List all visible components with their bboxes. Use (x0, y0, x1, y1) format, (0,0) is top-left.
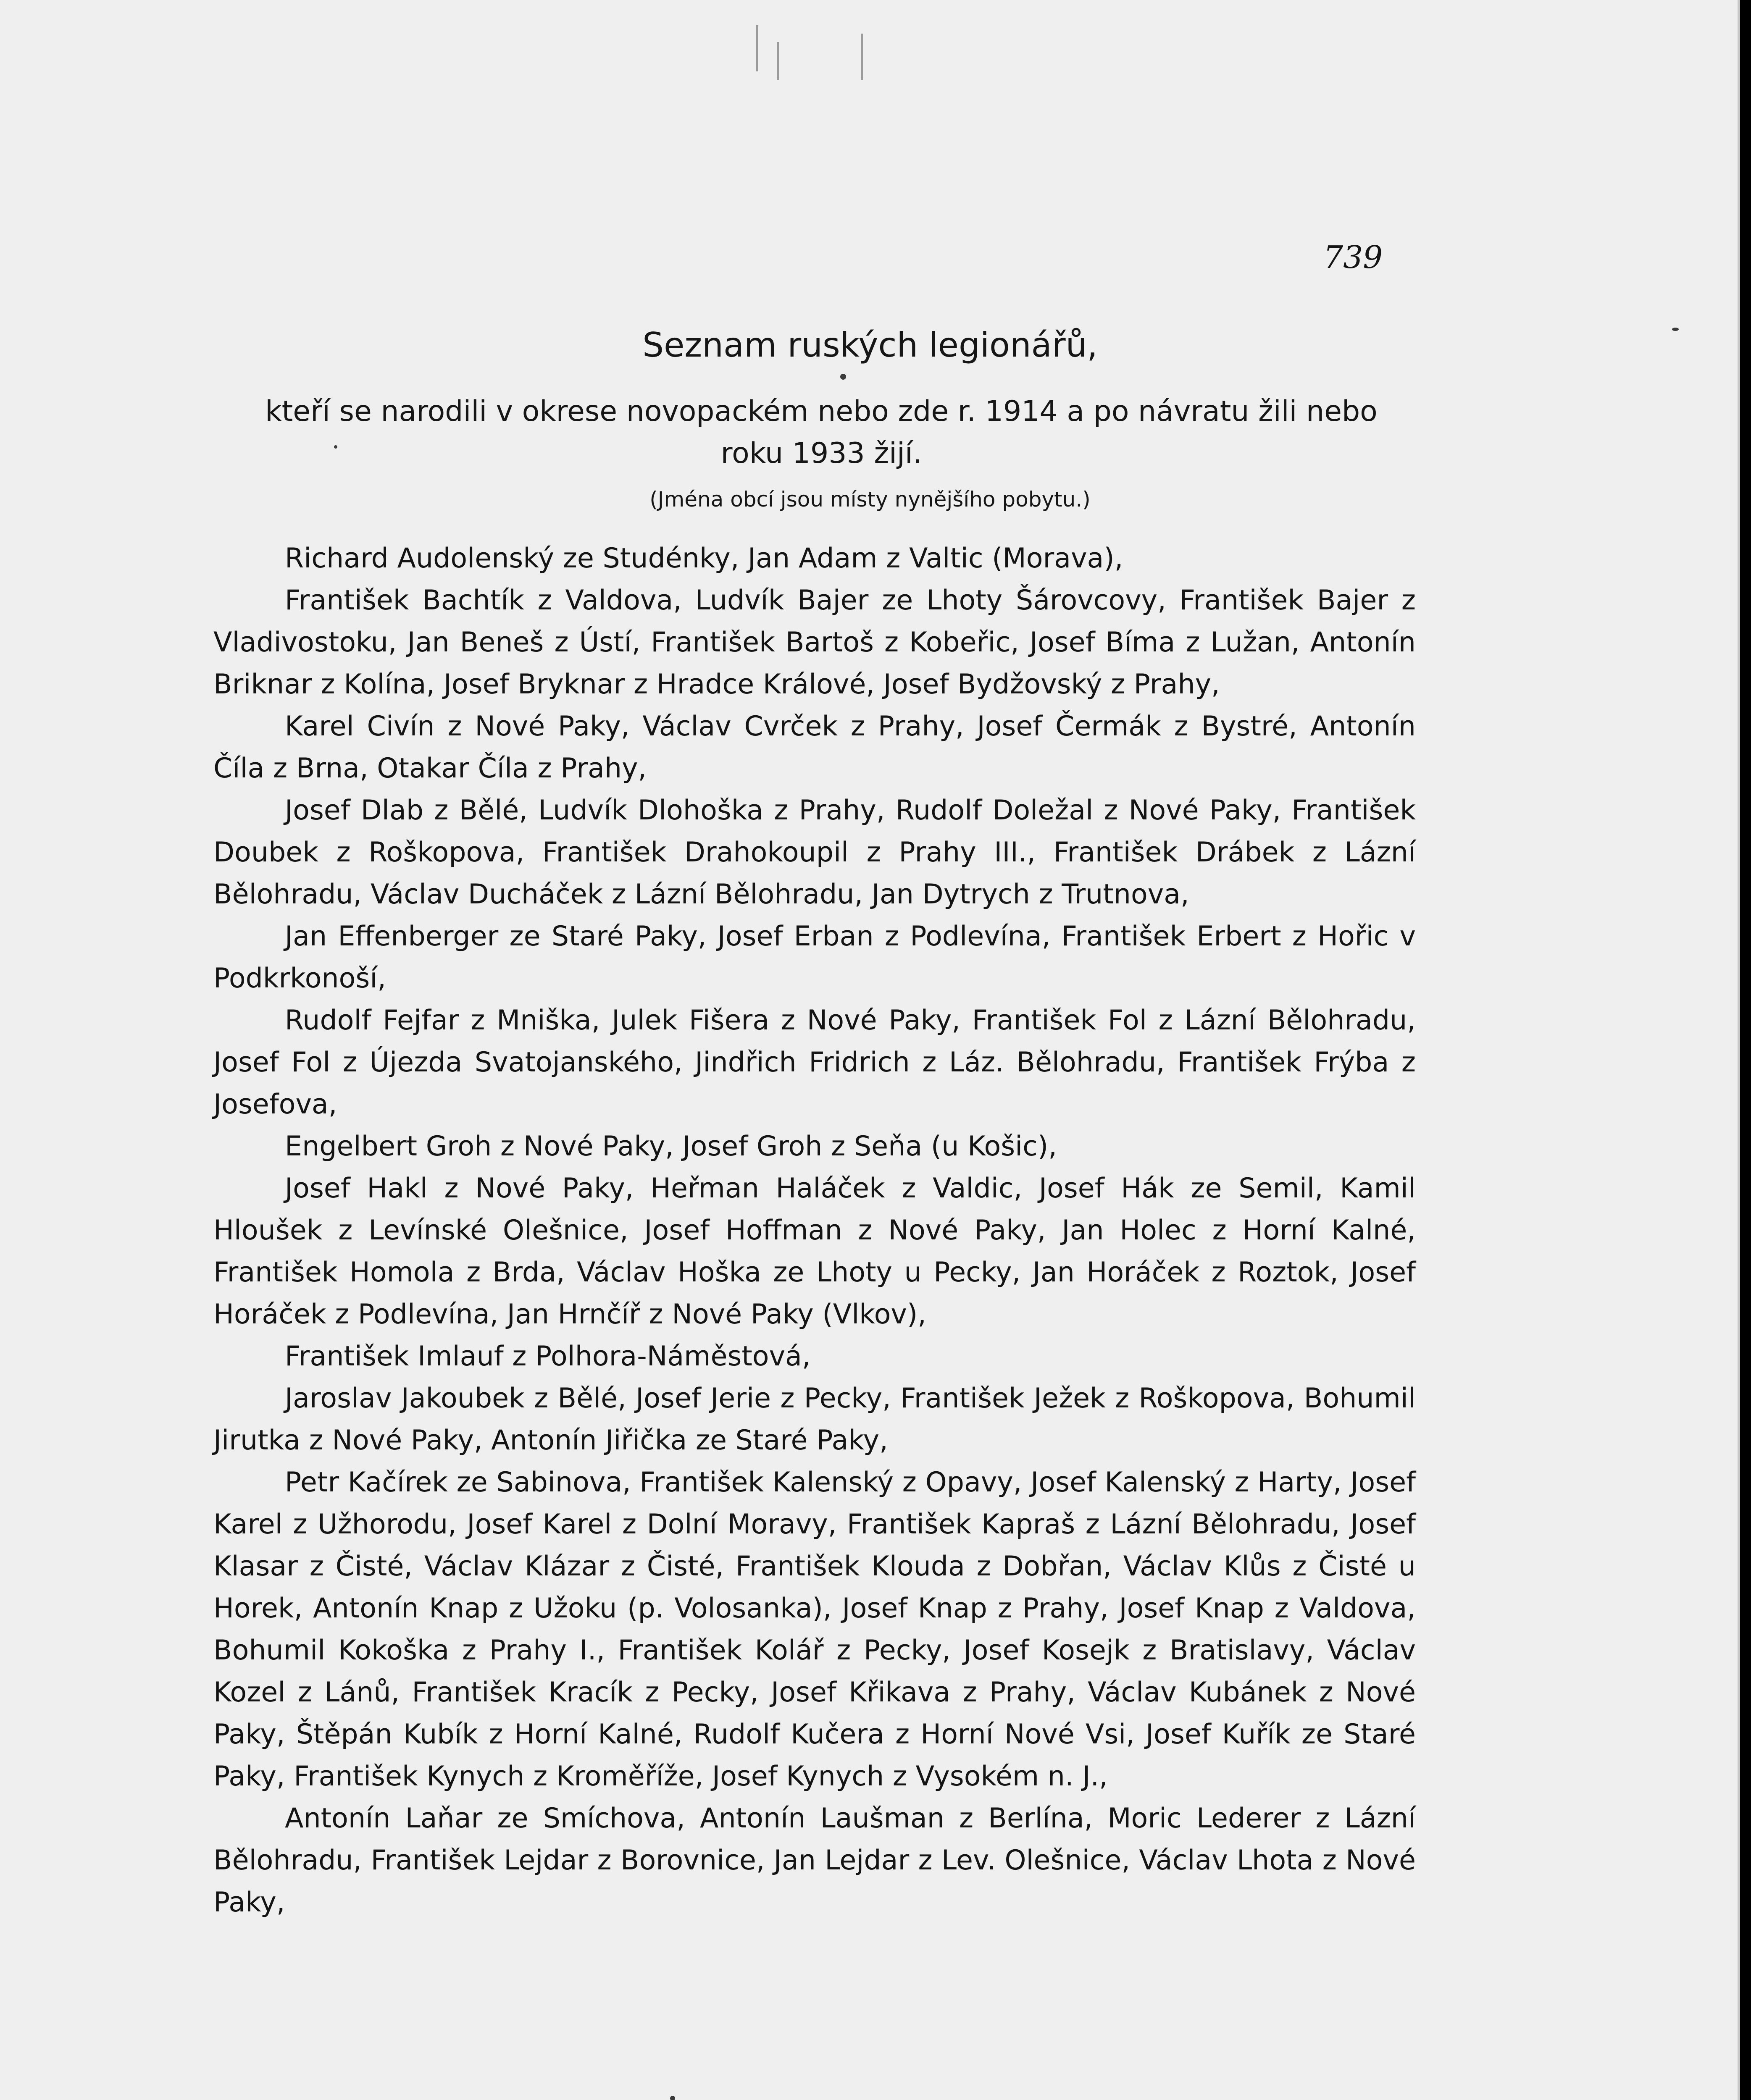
list-paragraph-e: Jan Effenberger ze Staré Paky, Josef Erban z Podlevína, František Erbert z Hořic v Podkrkonoší, (213, 921, 1416, 994)
page-title: Seznam ruských legionářů, (642, 326, 1098, 365)
list-paragraph-b: František Bachtík z Valdova, Ludvík Bajer ze Lhoty Šárovcovy, František Bajer z Vladivostoku, Jan Beneš z Ústí, František Bartoš z Kobeřic, Josef Bíma z Lužan, Antonín Briknar z Kolína, Josef Bryknar z Hradce Králové, Josef Bydžovský z Prahy, (213, 585, 1416, 700)
list-paragraph-g: Engelbert Groh z Nové Paky, Josef Groh z Seňa (u Košic), (285, 1131, 1057, 1162)
dust-speck (334, 445, 337, 449)
scan-artifact (777, 42, 779, 80)
list-paragraph-a: Richard Audolenský ze Studénky, Jan Adam z Valtic (Morava), (285, 543, 1123, 574)
dust-speck (670, 2096, 675, 2100)
list-paragraph-l: Antonín Laňar ze Smíchova, Antonín Laušman z Berlína, Moric Lederer z Lázní Bělohradu, František Lejdar z Borovnice, Jan Lejdar z Lev. Olešnice, Václav Lhota z Nové Paky, (213, 1803, 1416, 1918)
page-subtitle: kteří se narodili v okrese novopackém nebo zde r. 1914 a po návratu žili nebo roku 1933 žijí. (265, 395, 1378, 470)
scan-artifact (756, 25, 758, 71)
dust-speck (1672, 328, 1679, 331)
page-edge-shadow (1738, 0, 1740, 2100)
legionnaire-list (213, 538, 1416, 1924)
list-paragraph-h: Josef Hakl z Nové Paky, Heřman Haláček z Valdic, Josef Hák ze Semil, Kamil Hloušek z Levínské Olešnice, Josef Hoffman z Nové Paky, Jan Holec z Horní Kalné, František Homola z Brda, Václav Hoška ze Lhoty u Pecky, Jan Horáček z Roztok, Josef Horáček z Podlevína, Jan Hrnčíř z Nové Paky (Vlkov), (213, 1173, 1416, 1330)
page-number: 739 (1323, 239, 1383, 276)
list-paragraph-d: Josef Dlab z Bělé, Ludvík Dlohoška z Prahy, Rudolf Doležal z Nové Paky, František Doubek z Roškopova, František Drahokoupil z Prahy III., František Drábek z Lázní Bělohradu, Václav Ducháček z Lázní Bělohradu, Jan Dytrych z Trutnova, (213, 795, 1416, 910)
page-note: (Jména obcí jsou místy nynějšího pobytu.) (649, 487, 1091, 512)
list-paragraph-j: Jaroslav Jakoubek z Bělé, Josef Jerie z Pecky, František Ježek z Roškopova, Bohumil Jirutka z Nové Paky, Antonín Jiřička ze Staré Paky, (213, 1383, 1416, 1456)
list-paragraph-k: Petr Kačírek ze Sabinova, František Kalenský z Opavy, Josef Kalenský z Harty, Josef Karel z Užhorodu, Josef Karel z Dolní Moravy, František Kapraš z Lázní Bělohradu, Josef Klasar z Čisté, Václav Klázar z Čisté, František Klouda z Dobřan, Václav Klůs z Čisté u Horek, Antonín Knap z Užoku (p. Volosanka), Josef Knap z Prahy, Josef Knap z Valdova, Bohumil Kokoška z Prahy I., František Kolář z Pecky, Josef Kosejk z Bratislavy, Václav Kozel z Lánů, František Kracík z Pecky, Josef Křikava z Prahy, Václav Kubánek z Nové Paky, Štěpán Kubík z Horní Kalné, Rudolf Kučera z Horní Nové Vsi, Josef Kuřík ze Staré Paky, František Kynych z Kroměříže, Josef Kynych z Vysokém n. J., (213, 1467, 1416, 1792)
dust-speck (840, 374, 846, 380)
list-paragraph-c: Karel Civín z Nové Paky, Václav Cvrček z Prahy, Josef Čermák z Bystré, Antonín Číla z Brna, Otakar Číla z Prahy, (213, 711, 1416, 784)
list-paragraph-f: Rudolf Fejfar z Mniška, Julek Fišera z Nové Paky, František Fol z Lázní Bělohradu, Josef Fol z Újezda Svatojanského, Jindřich Fridrich z Láz. Bělohradu, František Frýba z Josefova, (213, 1005, 1416, 1120)
list-paragraph-i: František Imlauf z Polhora-Náměstová, (285, 1341, 811, 1372)
scan-artifact (861, 34, 863, 80)
